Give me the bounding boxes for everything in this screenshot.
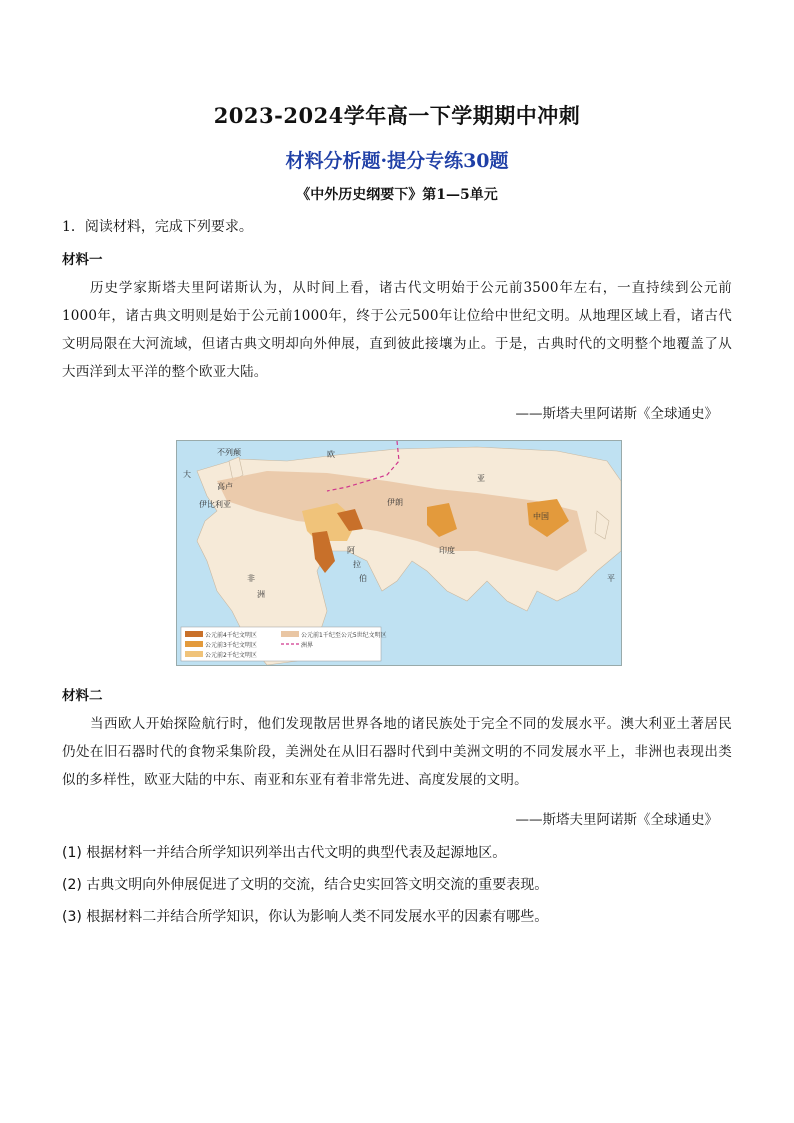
legend-text-1: 公元前4千纪文明区 bbox=[205, 632, 257, 639]
map-label-bo: 伯 bbox=[359, 574, 367, 583]
legend-swatch-2 bbox=[185, 641, 203, 647]
map-label-yindu: 印度 bbox=[439, 546, 455, 555]
question-part-3: (3) 根据材料二并结合所学知识，你认为影响人类不同发展水平的因素有哪些。 bbox=[62, 909, 549, 925]
map-label-zhou: 洲 bbox=[257, 590, 265, 599]
legend-text-3: 公元前2千纪文明区 bbox=[205, 652, 257, 659]
map-label-ping: 平 bbox=[607, 574, 615, 583]
page-title: 2023-2024学年高一下学期期中冲刺 bbox=[213, 103, 581, 128]
material1-source: ——斯塔夫里阿诺斯《全球通史》 bbox=[515, 406, 718, 422]
page-subtitle: 材料分析题·提分专练30题 bbox=[285, 150, 509, 172]
question-part-2: (2) 古典文明向外伸展促进了文明的交流，结合史实回答文明交流的重要表现。 bbox=[62, 877, 549, 893]
unit-range: 《中外历史纲要下》第1—5单元 bbox=[296, 187, 498, 203]
material1-label: 材料一 bbox=[62, 252, 103, 268]
map-label-yibiliya: 伊比利亚 bbox=[199, 500, 231, 509]
map-label-fei: 非 bbox=[247, 574, 255, 583]
material2-label: 材料二 bbox=[62, 688, 103, 704]
map-label-ya: 亚 bbox=[477, 474, 485, 483]
material1-text: 历史学家斯塔夫里阿诺斯认为，从时间上看，诸古代文明始于公元前3500年左右，一直持续到公元前1000年，诸古典文明则是始于公元前1000年，终于公元500年让位给中世纪文明。从地理区域上看，诸古代文明局限在大河流域，但诸古典文明却向外伸展，直到彼此接壤为止。于是，古典时代的文明整个地覆盖了从大西洋到太平洋的整个欧亚大陆。 bbox=[62, 280, 732, 380]
map-label-gaolu: 高卢 bbox=[217, 482, 233, 491]
map-label-yilang: 伊朗 bbox=[387, 498, 403, 507]
legend-swatch-4 bbox=[281, 631, 299, 637]
legend-text-4: 公元前1千纪至公元5世纪文明区 bbox=[301, 632, 387, 639]
map-svg bbox=[177, 441, 621, 665]
map-label-a: 阿 bbox=[347, 546, 355, 555]
map-label-buliedian: 不列颠 bbox=[217, 448, 241, 457]
legend-text-2: 公元前3千纪文明区 bbox=[205, 642, 257, 649]
material2-source: ——斯塔夫里阿诺斯《全球通史》 bbox=[515, 812, 718, 828]
map-label-ou: 欧 bbox=[327, 450, 335, 459]
map-label-da: 大 bbox=[183, 470, 191, 479]
legend-text-5: 洲界 bbox=[301, 642, 314, 649]
map-label-la: 拉 bbox=[353, 560, 361, 569]
question-stem: 1．阅读材料，完成下列要求。 bbox=[62, 219, 253, 235]
legend-swatch-3 bbox=[185, 651, 203, 657]
civilization-map bbox=[176, 440, 622, 666]
map-label-zhongguo: 中国 bbox=[533, 512, 549, 521]
legend-swatch-1 bbox=[185, 631, 203, 637]
material2-text: 当西欧人开始探险航行时，他们发现散居世界各地的诸民族处于完全不同的发展水平。澳大利亚土著居民仍处在旧石器时代的食物采集阶段，美洲处在从旧石器时代到中美洲文明的不同发展水平上，非洲也表现出类似的多样性，欧亚大陆的中东、南亚和东亚有着非常先进、高度发展的文明。 bbox=[62, 716, 732, 788]
question-part-1: (1) 根据材料一并结合所学知识列举出古代文明的典型代表及起源地区。 bbox=[62, 845, 507, 861]
